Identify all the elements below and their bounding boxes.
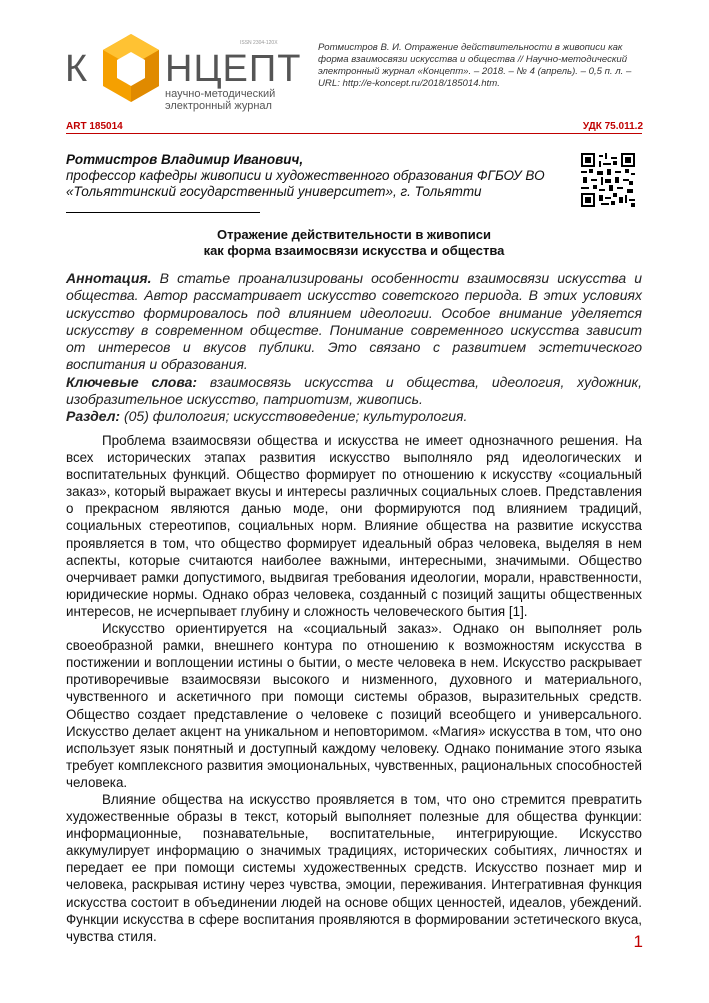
keywords-text: взаимосвязь искусства и общества, идеология, художник, изобразительное искусство, патриотизм, живопись. (66, 373, 642, 408)
author-name: Ротмистров Владимир Иванович, (66, 152, 304, 167)
author-block (66, 152, 576, 200)
udk-code: УДК 75.011.2 (582, 121, 643, 132)
abstract-label: Аннотация. (66, 270, 152, 286)
logo-wordmark: НЦЕПТ (165, 48, 302, 90)
body-paragraph-1: Проблема взаимосвязи общества и искусства не имеет однозначного решения. На всех исторических этапах развития искусство выполняло ряд идеологических и воспитательных функций. Общество формирует по отношению к искусству «социальный заказ», который выражает вкусы и интересы различных социальных слоев. Представления о прекрасном являются данью моде, они формируются под влиянием традиций, социальных стереотипов, социальных норм. Влияние общества на развитие искусства проявляется в том, что общество формирует идеальный образ человека, выделяя в нем аспекты, которые считаются наиболее важными, интересными, значимыми. Общество очерчивает рамки допустимого, выдвигая требования идеологии, морали, нравственности, юридические нормы. Однако образ человека, созданный с позиций защиты общественных интересов, не исчерпывает глубину и сложность человеческого бытия [1]. (66, 433, 642, 619)
article-title-line2: как форма взаимосвязи искусства и общества (203, 243, 505, 258)
keywords-label: Ключевые слова: (66, 373, 198, 390)
page-number: 1 (633, 932, 643, 951)
section-text: (05) филология; искусствоведение; культурология. (123, 408, 468, 425)
citation-text: Ротмистров В. И. Отражение действительности в живописи как форма взаимосвязи искусства и общества // Научно-методический электронный журнал «Концепт». – 2018. – № 4 (апрель). – 0,5 п. л. – URL: http://e-koncept.ru/2018/185014.htm. (318, 42, 632, 89)
logo-orange-cube-icon (101, 32, 161, 104)
author-affiliation: профессор кафедры живописи и художественного образования ФГБОУ ВО «Тольяттинский государственный университет», г. Тольятти (66, 168, 545, 199)
issn-label: ISSN 2304-120X (240, 40, 278, 46)
section-label: Раздел: (66, 408, 121, 425)
article-number: ART 185014 (66, 121, 123, 132)
logo-subtitle-line1: научно-методический (165, 88, 276, 100)
section-paragraph (66, 408, 642, 425)
article-body (66, 432, 642, 945)
header-divider (66, 133, 642, 134)
qr-code-icon (581, 153, 635, 207)
body-paragraph-3: Влияние общества на искусство проявляется в том, что оно стремится превратить художественные образы в текст, который выполняет полезные для общества функции: информационные, познавательные, воспитательные, интегрирующие. Искусство аккумулирует информацию о значимых традициях, исторических событиях, личностях и передает ее при помощи системы художественных средств. Искусство познает мир и человека, раскрывая истину через чувства, эмоции, переживания. Интегративная функция искусства состоит в объединении людей на основе общих ценностей, идеалов, убеждений. Функции искусства в сфере воспитания проявляются в формировании эстетического вкуса, чувства стиля. (66, 791, 642, 944)
logo-subtitle (165, 88, 275, 112)
journal-logo (65, 26, 302, 116)
body-paragraph-2: Искусство ориентируется на «социальный заказ». Однако он выполняет роль своеобразной рамки, внешнего контура по отношению к возможностям искусства в постижении и воплощении истины о бытии, о месте человека в нем. Искусство раскрывает противоречивые взаимосвязи высокого и низменного, духовного и материального, чувственного и аскетичного при помощи системы образов, выразительных средств. Общество создает представление о человеке с позиций всеобщего и универсального. Искусство делает акцент на уникальном и неповторимом. «Магия» искусства в том, что оно использует язык понятный и доступный каждому человеку. Однако понимание этого языка требует комплексного развития эмоциональных, чувственных, рациональных способностей человека. (66, 621, 642, 790)
abstract-block (66, 270, 642, 426)
abstract-paragraph (66, 270, 642, 374)
logo-subtitle-line2: электронный журнал (165, 100, 272, 112)
keywords-paragraph (66, 374, 642, 409)
abstract-text: В статье проанализированы особенности взаимосвязи искусства и общества. Автор рассматривает искусство советского периода. В этих условиях искусство формировалось под влиянием идеологии. Особое внимание уделяется искусству в современном обществе. Понимание современного искусства зависит от интересов и вкусов публики. Это связано с развитием эстетического воспитания и образования. (66, 270, 643, 373)
author-divider (66, 212, 260, 213)
logo-letter-k: К (65, 48, 89, 90)
article-title-line1: Отражение действительности в живописи (217, 227, 491, 242)
article-title (66, 227, 642, 259)
